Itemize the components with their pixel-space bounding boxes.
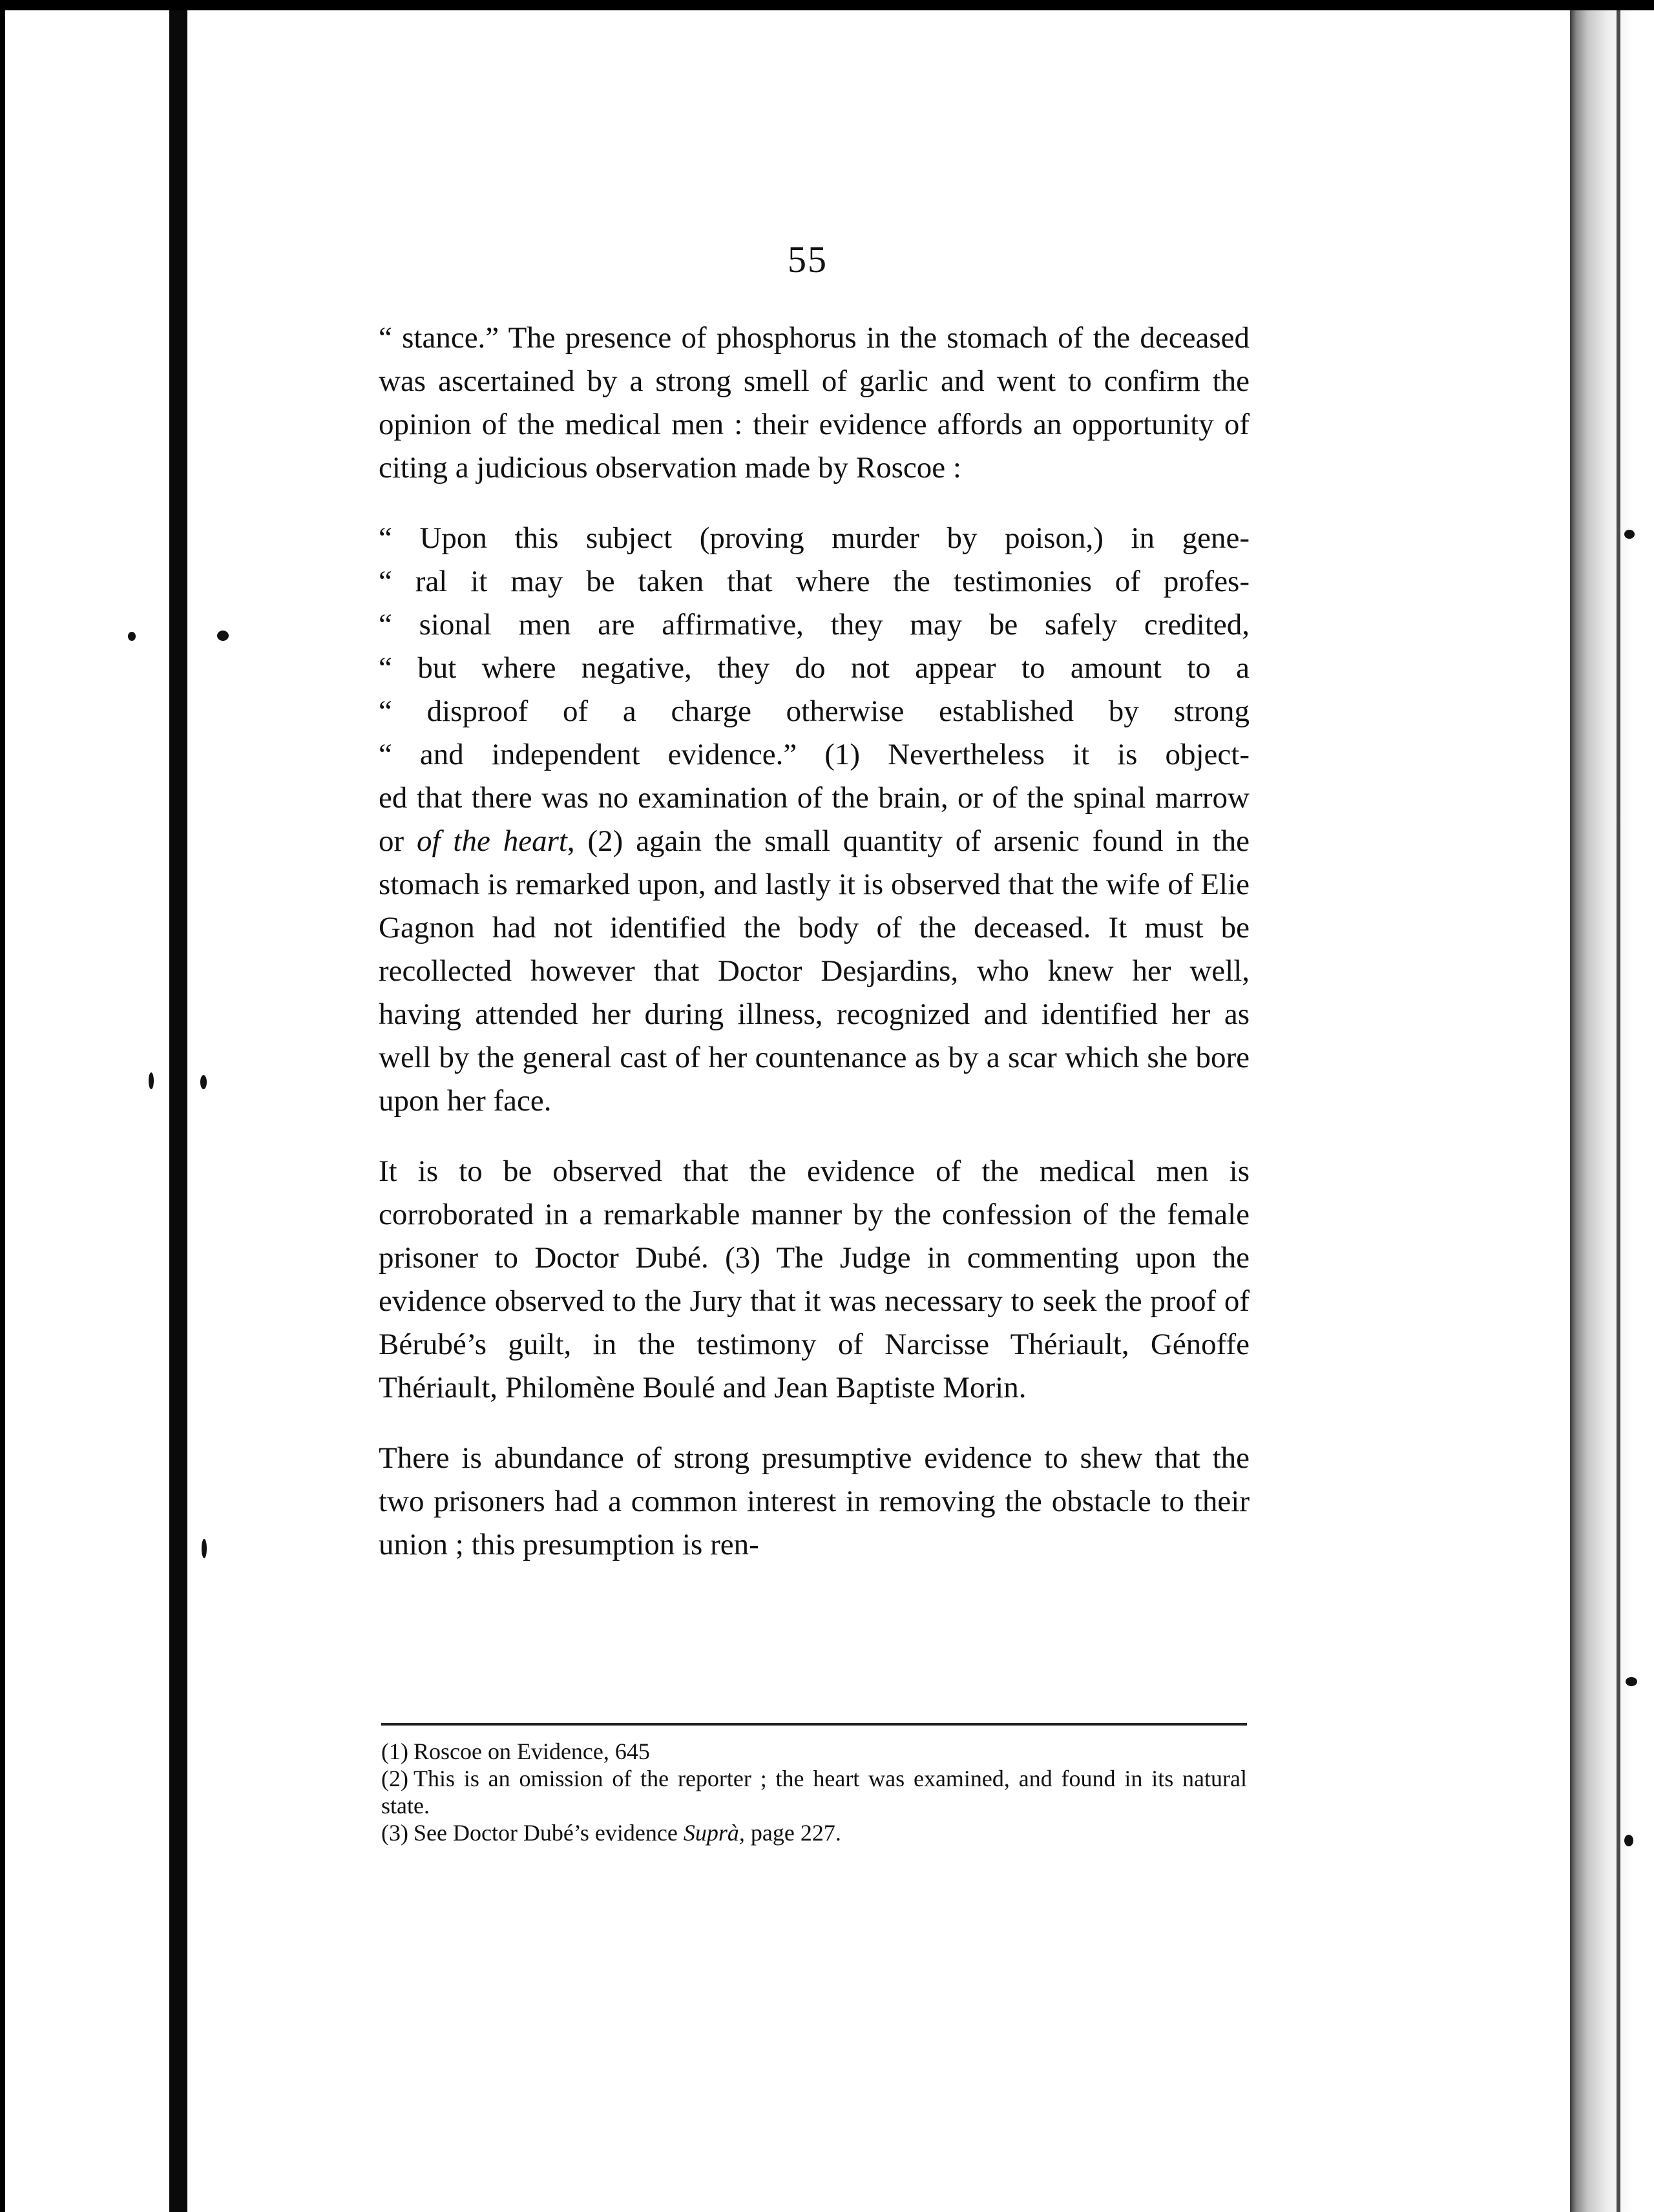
scan-speck	[202, 1539, 207, 1558]
scan-speck	[128, 632, 136, 641]
quote-line-6: “ and independent evidence.” (1) Nevertheless it is object-	[379, 738, 1250, 771]
paragraph-4: There is abundance of strong presumptive evidence to shew that the two prisoners had a common interest in removing the obstacle to their union ; this presumption is ren-	[379, 1441, 1250, 1561]
footnote-3	[381, 1819, 1247, 1846]
paragraph-2-italic: of the heart	[417, 824, 567, 858]
quote-line-3: “ sional men are affirmative, they may be safely credited,	[379, 608, 1250, 642]
scan-speck	[149, 1072, 154, 1089]
scan-binding-edge	[169, 10, 187, 2212]
footnote-2	[381, 1765, 1247, 1819]
footnote-3-text-b: page 227.	[744, 1820, 841, 1846]
scan-speck	[217, 631, 229, 641]
quote-block	[379, 517, 1250, 1123]
footnote-1-number: (1)	[381, 1738, 408, 1764]
footnote-1-text: Roscoe on Evidence, 645	[413, 1738, 650, 1764]
paragraph-2-text-a: ed that there was no examination of the brain, or of the spinal marrow or	[379, 781, 1250, 858]
footnote-2-text: This is an omission of the reporter ; the heart was examined, and found in its natural state.	[381, 1766, 1247, 1819]
quote-line-4: “ but where negative, they do not appear to amount to a	[379, 651, 1250, 685]
footnote-3-italic: Suprà,	[683, 1820, 745, 1846]
scan-page-edge-right	[1562, 10, 1654, 2212]
scan-left-border	[0, 10, 5, 2212]
scan-frame-top	[0, 0, 1654, 10]
footnote-1	[381, 1738, 1247, 1765]
page-body	[379, 317, 1250, 1567]
quote-line-5: “ disproof of a charge otherwise established by strong	[379, 694, 1250, 728]
page-number: 55	[788, 238, 828, 280]
scan-page-edge-line	[1617, 10, 1620, 2212]
scan-speck	[200, 1075, 207, 1089]
paragraph-3: It is to be observed that the evidence of the medical men is corroborated in a remarkable manner by the confession of the female prisoner to Doctor Dubé. (3) The Judge in commenting upon the evidence observed to the Jury that it was necessary to seek the proof of Bérubé’s guilt, in the testimony of Narcisse Thériault, Génoffe Thériault, Philomène Boulé and Jean Baptiste Morin.	[379, 1154, 1250, 1404]
paragraph-2-text-b: , (2) again the small quantity of arsenic found in the stomach is remarked upon, and lastly it is observed that the wife of Elie Gagnon had not identified the body of the deceased. It must be recollected however that Doctor Desjardins, who knew her well, having attended her during illness, recognized and identified her as well by the general cast of her countenance as by a scar which she bore upon her face.	[379, 824, 1250, 1118]
footnote-divider	[381, 1723, 1247, 1726]
scan-speck	[1624, 530, 1635, 539]
footnote-2-number: (2)	[381, 1766, 408, 1791]
quote-line-1: “ Upon this subject (proving murder by poison,) in gene-	[379, 521, 1250, 555]
footnotes	[381, 1738, 1247, 1846]
quote-line-2: “ ral it may be taken that where the testimonies of profes-	[379, 565, 1250, 598]
paragraph-1: “ stance.” The presence of phosphorus in the stomach of the deceased was ascertained by a strong smell of garlic and went to confirm the opinion of the medical men : their evidence affords an opportunity of citing a judicious observation made by Roscoe :	[379, 321, 1250, 485]
footnote-3-text-a: See Doctor Dubé’s evidence	[413, 1820, 684, 1846]
footnote-3-number: (3)	[381, 1820, 408, 1846]
scan-speck	[1624, 1835, 1633, 1846]
scan-speck	[1626, 1677, 1637, 1686]
